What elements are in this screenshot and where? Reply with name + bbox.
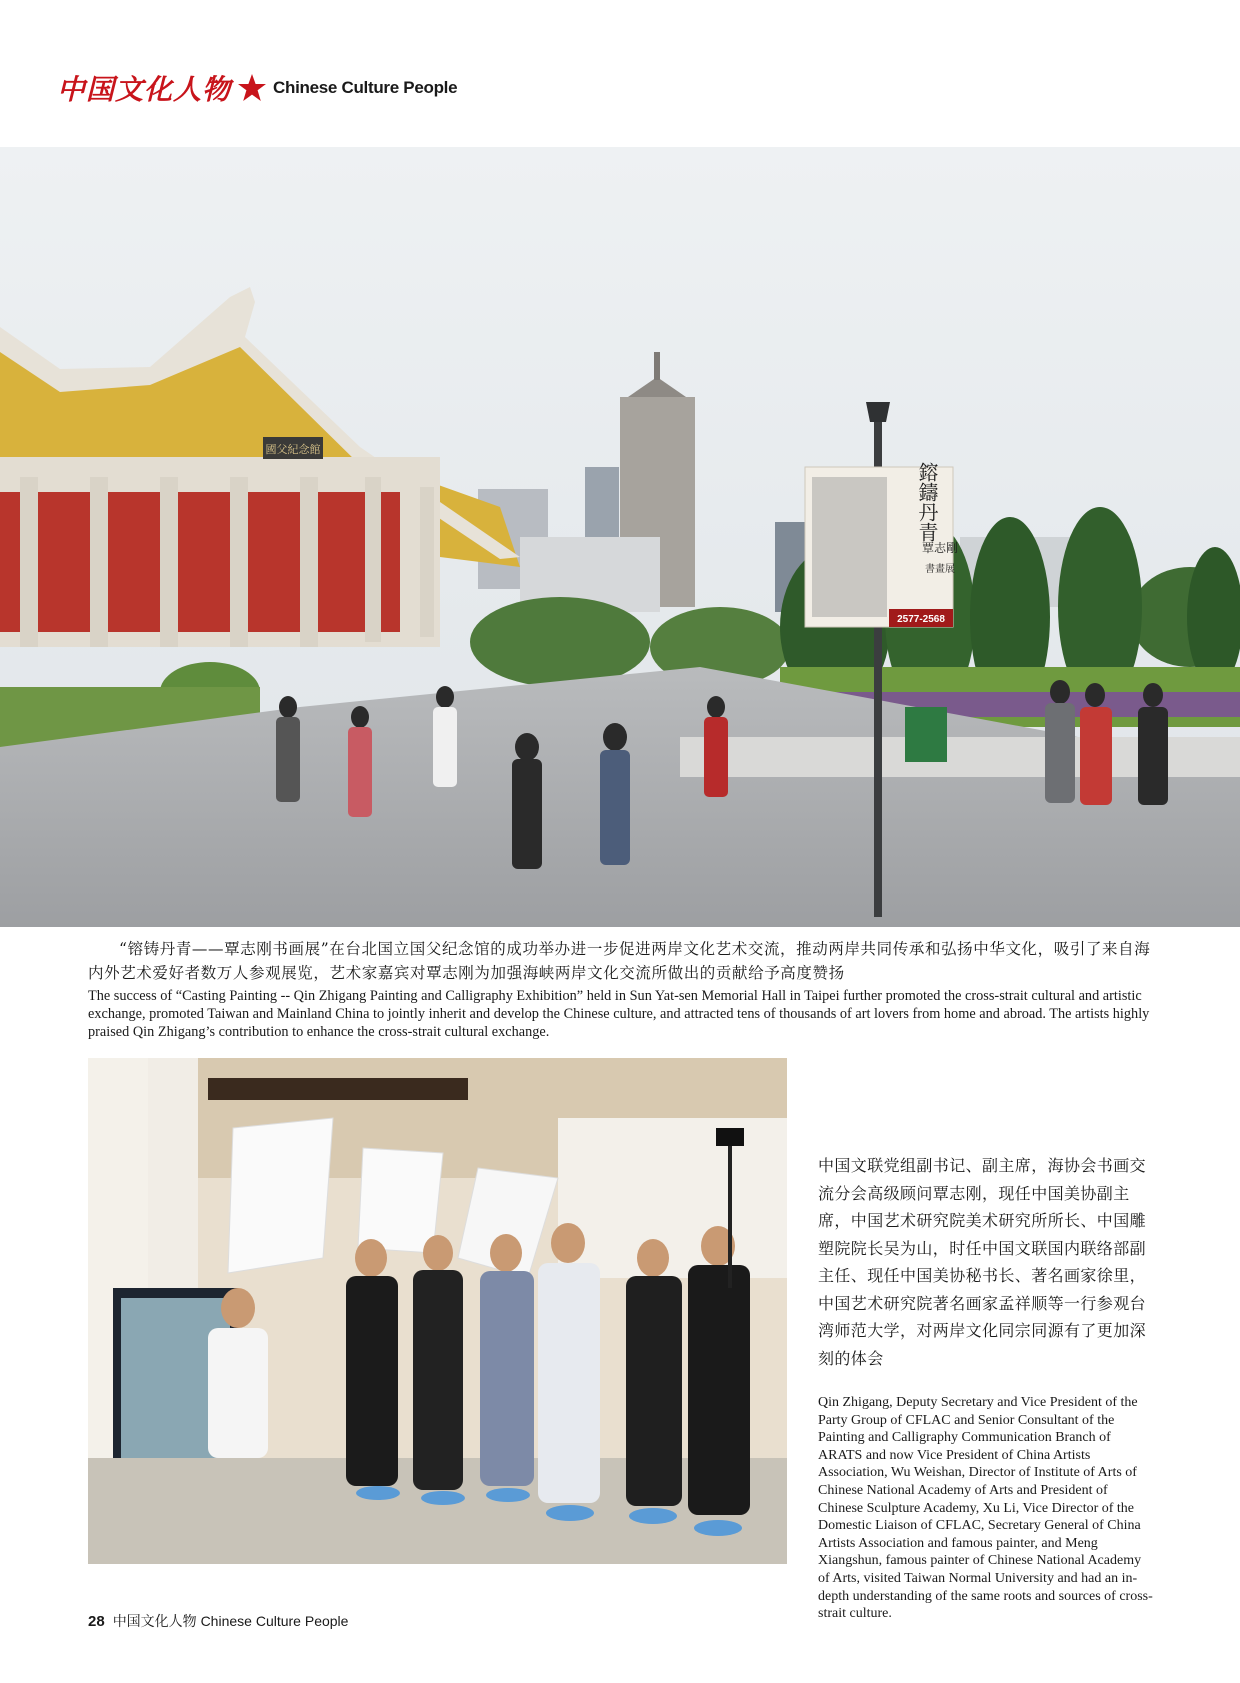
masthead-title-cn: 中国文化人物: [57, 73, 232, 106]
side-caption-zh: 中国文联党组副书记、副主席，海协会书画交流分会高级顾问覃志刚，现任中国美协副主席，中国艺术研究院美术研究所所长、中国雕塑院院长吴为山，时任中国文联国内联络部副主任、现任中国美协秘书长、著名画家徐里，中国艺术研究院著名画家孟祥顺等一行参观台湾师范大学，对两岸文化同宗同源有了更加深刻的体会: [818, 1156, 1147, 1368]
page-number: 28: [88, 1613, 105, 1630]
memorial-hall-photo: [0, 147, 1240, 927]
top-photo-caption: [88, 937, 1154, 1041]
banner-name: 覃志剛: [921, 541, 959, 555]
masthead-title-en: Chinese Culture People: [273, 78, 458, 97]
top-caption-en: The success of “Casting Painting -- Qin Zhigang Painting and Calligraphy Exhibition” held in Sun Yat-sen Memorial Hall in Taipei further promoted the cross-strait cultural and artistic exchange, promoted Taiwan and Mainland China to jointly inherit and develop the Chinese culture, and attracted tens of thousands of art lovers from home and abroad. The artists highly praised Qin Zhigang’s contribution to enhance the cross-strait cultural exchange.: [88, 988, 1150, 1040]
banner-title: 鎔鑄丹青: [915, 462, 939, 542]
top-caption-zh: “镕铸丹青——覃志刚书画展”在台北国立国父纪念馆的成功举办进一步促进两岸文化艺术交流，推动两岸共同传承和弘扬中华文化，吸引了来自海内外艺术爱好者数万人参观展览，艺术家嘉宾对覃志刚为加强海峡两岸文化交流所做出的贡献给予高度赞扬: [88, 940, 1151, 982]
banner-subtitle: 書畫展: [925, 564, 955, 575]
footer-publication: 中国文化人物 Chinese Culture People: [112, 1613, 349, 1629]
masthead: [57, 68, 457, 108]
side-caption-en: Qin Zhigang, Deputy Secretary and Vice President of the Party Group of CFLAC and Senior Consultant of the Painting and Calligraphy Communication Branch of ARATS and now Vice President of China Artists Association, Wu Weishan, Director of Institute of Arts of Chinese National Academy of Arts and President of Chinese Sculpture Academy, Xu Li, Vice Director of the Domestic Liaison of CFLAC, Secretary General of China Artists Association and famous painter, and Meng Xiangshun, famous painter of Chinese National Academy of Arts, visited Taiwan Normal University and had an in-depth understanding of the same roots and sources of cross-strait culture.: [818, 1395, 1153, 1622]
banner-phone: 2577-2568: [897, 614, 945, 625]
red-star-icon: [237, 73, 267, 103]
hall-plaque: 國父紀念館: [265, 443, 321, 456]
side-photo-caption: [818, 1152, 1153, 1623]
page-footer: [88, 1611, 348, 1631]
studio-visit-photo: [88, 1058, 787, 1564]
